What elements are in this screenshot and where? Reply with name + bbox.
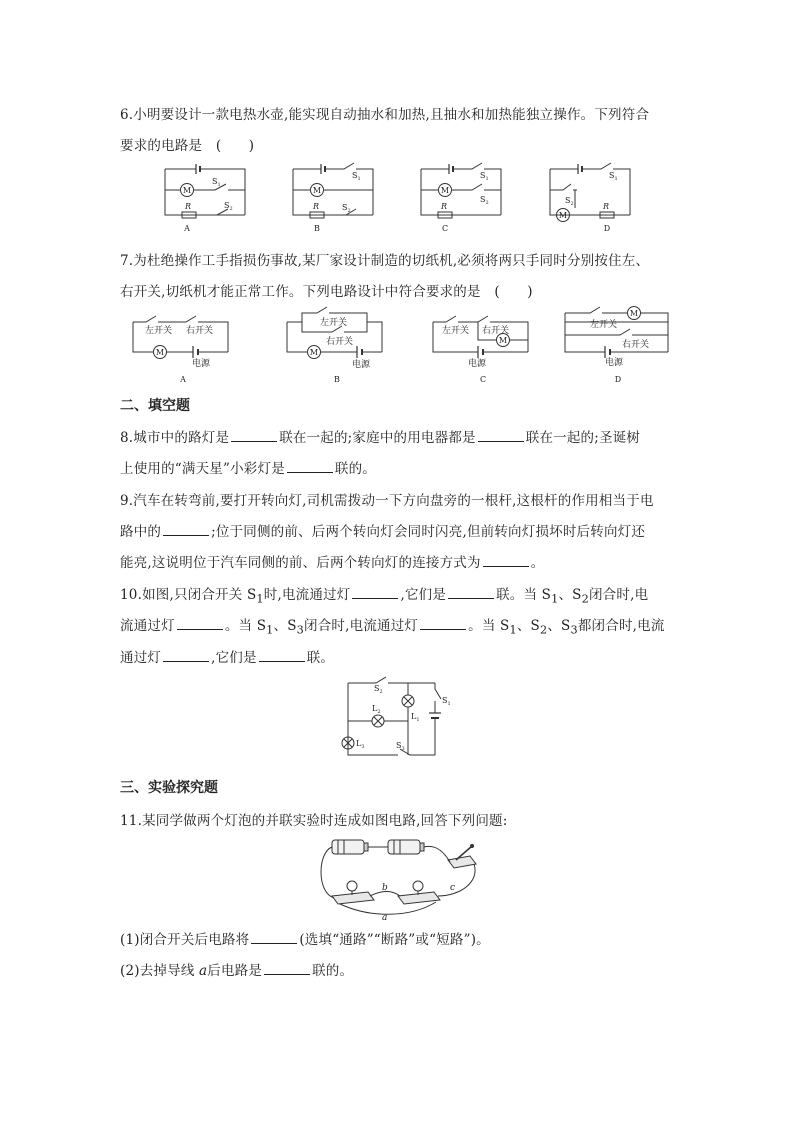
q6-circuit-a <box>160 160 250 235</box>
lamp-icon <box>402 695 414 707</box>
motor-label: M <box>558 211 568 220</box>
resistor-label: R <box>603 202 610 211</box>
q8-text: 上使用的“满天星”小彩灯是 <box>120 461 285 477</box>
q11-text: 后电路是 <box>207 963 263 979</box>
s3-label: $S_3$ <box>396 741 405 752</box>
battery-icon <box>332 840 368 854</box>
q6-circuit-d <box>545 160 635 235</box>
q9-text: 路中的 <box>120 524 162 540</box>
q10-circuit-diagram <box>340 675 455 765</box>
s1-label: $S_1$ <box>609 171 618 182</box>
lamp-icon <box>332 881 374 904</box>
power-label: 电源 <box>468 359 487 369</box>
q6-circuit-b <box>288 160 378 235</box>
q10-text: 、S <box>547 618 571 634</box>
left-switch-label: 左开关 <box>145 326 173 336</box>
q7-circuit-b <box>282 305 392 385</box>
option-label: C <box>441 224 449 233</box>
wire-variable: a <box>199 963 208 979</box>
q9-line3 <box>120 551 544 571</box>
q9-line1: 9.汽车在转弯前,要打开转向灯,司机需拨动一下方向盘旁的一根杆,这根杆的作用相当于电 <box>120 493 654 509</box>
q10-text: 、S <box>273 618 297 634</box>
right-switch-label: 右开关 <box>186 326 214 336</box>
q10-text: 都闭合时,电流 <box>577 618 665 634</box>
motor-label: M <box>498 336 508 345</box>
right-switch-label: 右开关 <box>326 337 354 347</box>
q10-text: ,它们是 <box>211 650 257 666</box>
q8-text: 8.城市中的路灯是 <box>120 430 230 446</box>
answer-blank[interactable] <box>259 649 305 662</box>
q11-circuit-illustration <box>310 832 490 922</box>
subscript: 1 <box>509 623 517 637</box>
q10-line2 <box>120 614 665 637</box>
answer-blank[interactable] <box>163 523 209 536</box>
s2-label: $S_2$ <box>565 196 574 207</box>
q10-text: 。当 S <box>468 618 510 634</box>
answer-blank[interactable] <box>163 649 209 662</box>
q9-text: 。 <box>530 555 545 571</box>
option-label: C <box>479 375 487 384</box>
left-switch-label: 左开关 <box>590 320 618 330</box>
q6-circuit-c <box>416 160 506 235</box>
s2-label: $S_2$ <box>224 201 233 212</box>
power-label: 电源 <box>192 359 211 369</box>
q10-text: 通过灯 <box>120 650 162 666</box>
q10-text: 闭合时,电 <box>588 587 649 603</box>
q11-text: (2)去掉导线 <box>120 963 195 979</box>
answer-blank[interactable] <box>251 931 297 944</box>
resistor-label: R <box>185 202 192 211</box>
q9-text: 能亮,这说明位于汽车同侧的前、后两个转向灯的连接方式为 <box>120 555 481 571</box>
q10-text: ,它们是 <box>400 587 447 603</box>
battery-icon <box>388 840 424 854</box>
q8-text: 联在一起的;家庭中的用电器都是 <box>279 430 476 446</box>
q11-text: (选填“通路”“断路”或“短路”)。 <box>299 932 490 948</box>
q11-part2 <box>120 959 353 979</box>
motor-label: M <box>629 309 639 318</box>
subscript: 1 <box>551 592 559 606</box>
answer-blank[interactable] <box>177 617 223 630</box>
q10-text: 联。当 S <box>496 587 552 603</box>
answer-blank[interactable] <box>231 429 277 442</box>
q7-stem-line2: 右开关,切纸机才能正常工作。下列电路设计中符合要求的是 ( ) <box>120 284 533 300</box>
switch-icon <box>448 844 476 868</box>
subscript: 2 <box>539 623 548 637</box>
q8-line2 <box>120 457 376 477</box>
s2-label: $S_2$ <box>374 684 383 695</box>
q11-intro: 11.某同学做两个灯泡的并联实验时连成如图电路,回答下列问题: <box>120 813 508 829</box>
q10-line3 <box>120 646 334 666</box>
q11-text: (1)闭合开关后电路将 <box>120 932 250 948</box>
power-label: 电源 <box>605 358 624 368</box>
s2-label: $S_2$ <box>342 203 351 214</box>
s1-label: $S_1$ <box>442 696 451 707</box>
answer-blank[interactable] <box>420 617 466 630</box>
q10-text: 10.如图,只闭合开关 S <box>120 587 257 603</box>
q11-part1 <box>120 928 490 948</box>
q7-stem-line1: 7.为杜绝操作工手指损伤事故,某厂家设计制造的切纸机,必须将两只手同时分别按住左、 <box>120 253 650 269</box>
q10-line1 <box>120 583 648 606</box>
lamp-icon <box>372 715 384 727</box>
left-switch-label: 左开关 <box>442 326 470 336</box>
q6-stem-line1: 6.小明要设计一款电热水壶,能实现自动抽水和加热,且抽水和加热能独立操作。下列符合 <box>120 107 650 123</box>
q7-circuit-a <box>128 310 238 385</box>
subscript: 1 <box>256 592 264 606</box>
option-label: A <box>180 375 186 384</box>
option-label: A <box>184 224 190 233</box>
motor-label: M <box>312 186 322 195</box>
answer-blank[interactable] <box>264 962 310 975</box>
q9-line2 <box>120 520 645 540</box>
right-switch-label: 右开关 <box>622 340 650 350</box>
motor-label: M <box>440 186 450 195</box>
motor-label: M <box>182 186 192 195</box>
answer-blank[interactable] <box>483 554 529 567</box>
l3-label: $L_3$ <box>356 739 365 750</box>
left-switch-label: 左开关 <box>320 318 348 328</box>
section-fill-in-heading: 二、填空题 <box>120 398 190 414</box>
resistor-label: R <box>441 202 448 211</box>
q10-text: 。当 S <box>224 618 267 634</box>
q11-text: 联的。 <box>312 963 354 979</box>
q10-text: 、S <box>516 618 540 634</box>
q10-text: 流通过灯 <box>120 618 175 634</box>
s1-label: $S_1$ <box>352 171 361 182</box>
q6-stem-line2: 要求的电路是 ( ) <box>120 138 255 154</box>
wire-b-label: b <box>382 883 388 893</box>
s2-label: $S_2$ <box>480 195 489 206</box>
motor-label: M <box>155 348 165 357</box>
l2-label: $L_2$ <box>372 704 381 715</box>
option-label: B <box>314 224 320 233</box>
subscript: 3 <box>296 623 305 637</box>
s1-label: $S_1$ <box>480 171 489 182</box>
resistor-label: R <box>313 202 320 211</box>
lamp-icon <box>398 881 440 904</box>
option-label: D <box>603 224 611 233</box>
q8-text: 联的。 <box>334 461 377 477</box>
q10-text: 时,电流通过灯 <box>263 587 351 603</box>
option-label: D <box>614 375 622 384</box>
s1-label: $S_1$ <box>212 177 221 188</box>
q10-text: 闭合时,电流通过灯 <box>304 618 419 634</box>
q7-circuit-d <box>560 305 675 385</box>
q8-text: 联在一起的;圣诞树 <box>525 430 641 446</box>
power-label: 电源 <box>352 360 371 370</box>
wire-a-label: a <box>382 913 388 923</box>
answer-blank[interactable] <box>352 586 398 599</box>
right-switch-label: 右开关 <box>482 326 510 336</box>
q9-text: ;位于同侧的前、后两个转向灯会同时闪亮,但前转向灯损坏时后转向灯还 <box>211 524 646 540</box>
answer-blank[interactable] <box>287 460 333 473</box>
q8-line1 <box>120 426 640 446</box>
section-experiment-heading: 三、实验探究题 <box>120 780 218 796</box>
option-label: B <box>334 375 340 384</box>
q10-text: 、S <box>558 587 582 603</box>
answer-blank[interactable] <box>448 586 494 599</box>
wire-c-label: c <box>450 883 456 893</box>
subscript: 2 <box>581 592 589 606</box>
subscript: 1 <box>266 623 274 637</box>
answer-blank[interactable] <box>478 429 524 442</box>
motor-label: M <box>309 348 319 357</box>
q10-text: 联。 <box>306 650 335 666</box>
l1-label: $L_1$ <box>411 712 420 723</box>
subscript: 3 <box>570 623 578 637</box>
q7-circuit-c <box>428 310 538 385</box>
